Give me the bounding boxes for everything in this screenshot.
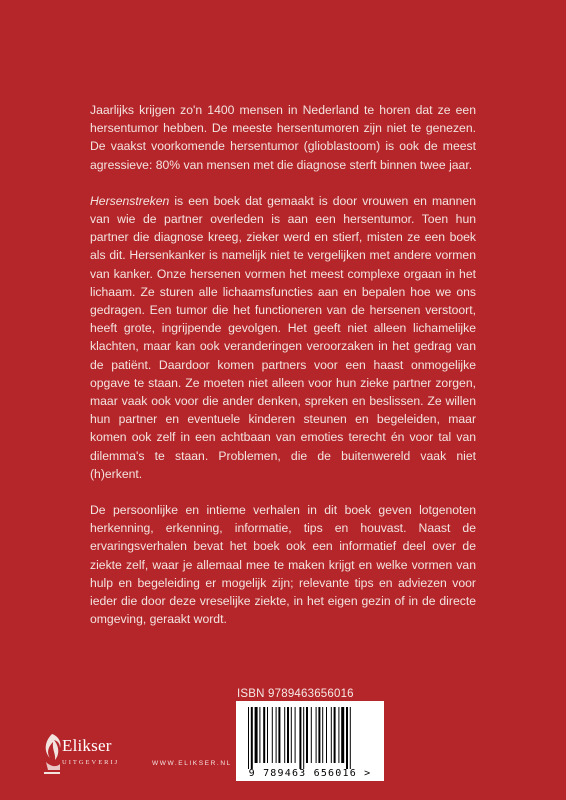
back-cover-text <box>90 101 476 646</box>
publisher-website: WWW.ELIKSER.NL <box>152 760 232 767</box>
publisher-logo <box>40 728 120 778</box>
book-description-text: is een boek dat gemaakt is door vrouwen en mannen van wie de partner overleden is aan een hersentumor. Toen hun partner die diagnose kreeg, zieker werd en stierf, misten ze een boek als dit. Hersenkanker is namelijk niet te vergelijken met andere vormen van kanker. Onze hersenen vormen het meest complexe orgaan in het lichaam. Ze sturen alle lichaamsfuncties aan en bepalen hoe we ons gedragen. Een tumor die het functioneren van de hersenen verstoort, heeft grote, ingrijpende gevolgen. Het geeft niet alleen lichamelijke klachten, maar kan ook veranderingen veroorzaken in het gedrag van de patiënt. Daardoor komen partners voor een haast onmogelijke opgave te staan. Ze moeten niet alleen voor hun zieke partner zorgen, maar vaak ook voor die ander denken, spreken en beslissen. Ze willen hun partner en eventuele kinderen steunen en begeleiden, maar komen ook zelf in een achtbaan van emoties terecht én voor tal van dilemma's te staan. Problemen, die de buitenwereld vaak niet (h)erkent. <box>90 193 476 481</box>
isbn-label: ISBN 9789463656016 <box>237 688 354 700</box>
barcode <box>236 701 384 781</box>
paragraph-book-content: De persoonlijke en intieme verhalen in dit boek geven lotgenoten herkenning, erkenning, informatie, tips en houvast. Naast de ervaringsverhalen bevat het boek ook een informatief deel over de ziekte zelf, waar je allemaal mee te maken krijgt en welke vormen van hulp en begeleiding er mogelijk zijn; relevante tips en adviezen voor ieder die door deze vreselijke ziekte, in het eigen gezin of in de directe omgeving, geraakt wordt. <box>90 503 476 627</box>
book-title: Hersenstreken <box>90 193 170 208</box>
barcode-digits: 9 789463 656016 > <box>248 768 372 779</box>
paragraph-intro: Jaarlijks krijgen zo'n 1400 mensen in Nederland te horen dat ze een hersentumor hebben. De meeste hersentumoren zijn niet te genezen. De vaakst voorkomende hersentumor (glioblastoom) is ook de meest agressieve: 80% van mensen met die diagnose sterft binnen twee jaar. <box>90 103 476 172</box>
publisher-subtitle: UITGEVERIJ <box>62 759 120 766</box>
paragraph-book-description <box>90 192 476 483</box>
publisher-name: Elikser <box>62 736 112 755</box>
